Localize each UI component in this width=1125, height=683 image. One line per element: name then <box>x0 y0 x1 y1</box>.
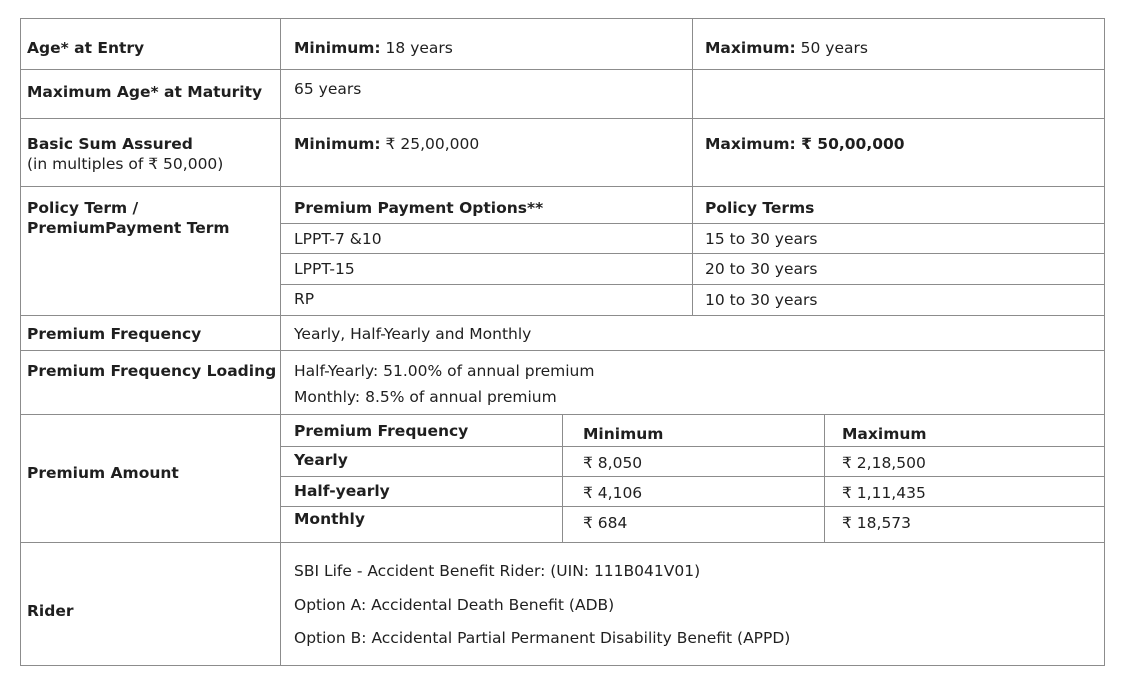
premium-min-divider <box>562 415 563 543</box>
table-border-right <box>1104 18 1105 666</box>
age-at-entry-min <box>294 38 453 58</box>
sub-row-divider <box>280 223 1105 224</box>
value-column-divider <box>692 18 693 316</box>
policy-term-range: 15 to 30 years <box>705 230 818 248</box>
row-divider <box>20 186 1105 187</box>
min-value: 18 years <box>380 39 453 57</box>
premium-frequency-label: Premium Frequency <box>27 325 202 343</box>
minimum-header: Minimum <box>583 425 664 443</box>
row-divider <box>20 350 1105 351</box>
sub-row-divider <box>280 506 1105 507</box>
min-label: Minimum: <box>294 135 381 153</box>
payment-option: RP <box>294 290 315 308</box>
premium-frequency-value: Yearly, Half-Yearly and Monthly <box>294 325 532 343</box>
frequency-loading-monthly: Monthly: 8.5% of annual premium <box>294 388 557 406</box>
policy-terms-header: Policy Terms <box>705 199 815 217</box>
row-divider <box>20 315 1105 316</box>
min-value: ₹ 25,00,000 <box>380 135 480 153</box>
min-label: Minimum: <box>294 39 381 57</box>
rider-name: SBI Life - Accident Benefit Rider: (UIN: 111B041V01) <box>294 562 701 580</box>
premium-frequency-header: Premium Frequency <box>294 422 469 440</box>
max-age-maturity-value: 65 years <box>294 80 362 98</box>
row-divider <box>20 414 1105 415</box>
max-label: Maximum: <box>705 39 796 57</box>
sum-assured-label: Basic Sum Assured <box>27 135 193 153</box>
row-divider <box>20 542 1105 543</box>
premium-freq-half-yearly: Half-yearly <box>294 482 390 500</box>
premium-max-value: ₹ 18,573 <box>842 514 912 532</box>
rider-option-a: Option A: Accidental Death Benefit (ADB) <box>294 596 615 614</box>
premium-max-value: ₹ 1,11,435 <box>842 484 926 502</box>
row-divider <box>20 69 1105 70</box>
sub-row-divider <box>280 253 1105 254</box>
max-age-maturity-label: Maximum Age* at Maturity <box>27 83 263 101</box>
premium-min-value: ₹ 8,050 <box>583 454 643 472</box>
premium-min-value: ₹ 684 <box>583 514 628 532</box>
policy-term-range: 20 to 30 years <box>705 260 818 278</box>
premium-freq-monthly: Monthly <box>294 510 365 528</box>
frequency-loading-half-yearly: Half-Yearly: 51.00% of annual premium <box>294 362 595 380</box>
frequency-loading-label: Premium Frequency Loading <box>27 362 277 380</box>
premium-max-value: ₹ 2,18,500 <box>842 454 926 472</box>
sum-assured-max <box>705 134 905 154</box>
policy-term-label: Policy Term / <box>27 199 139 217</box>
max-label: Maximum: <box>705 135 796 153</box>
rider-option-b: Option B: Accidental Partial Permanent Disability Benefit (APPD) <box>294 629 791 647</box>
premium-min-value: ₹ 4,106 <box>583 484 643 502</box>
rider-label: Rider <box>27 602 74 620</box>
payment-option: LPPT-7 &10 <box>294 230 382 248</box>
age-at-entry-label: Age* at Entry <box>27 39 145 57</box>
policy-term-range: 10 to 30 years <box>705 291 818 309</box>
sub-row-divider <box>280 446 1105 447</box>
age-at-entry-max <box>705 38 868 58</box>
row-divider <box>20 118 1105 119</box>
premium-max-divider <box>824 415 825 543</box>
payment-option: LPPT-15 <box>294 260 355 278</box>
sum-assured-sublabel: (in multiples of ₹ 50,000) <box>27 155 224 173</box>
premium-payment-options-header: Premium Payment Options** <box>294 199 544 217</box>
maximum-header: Maximum <box>842 425 927 443</box>
sum-assured-min <box>294 134 479 154</box>
max-value: ₹ 50,00,000 <box>795 135 905 153</box>
table-border-top <box>20 18 1105 19</box>
label-column-divider <box>280 18 281 666</box>
sub-row-divider <box>280 284 1105 285</box>
max-value: 50 years <box>795 39 868 57</box>
policy-term-label-line2: PremiumPayment Term <box>27 219 230 237</box>
premium-amount-label: Premium Amount <box>27 464 179 482</box>
table-border-bottom <box>20 665 1105 666</box>
table-border-left <box>20 18 21 666</box>
sub-row-divider <box>280 476 1105 477</box>
premium-freq-yearly: Yearly <box>294 451 348 469</box>
